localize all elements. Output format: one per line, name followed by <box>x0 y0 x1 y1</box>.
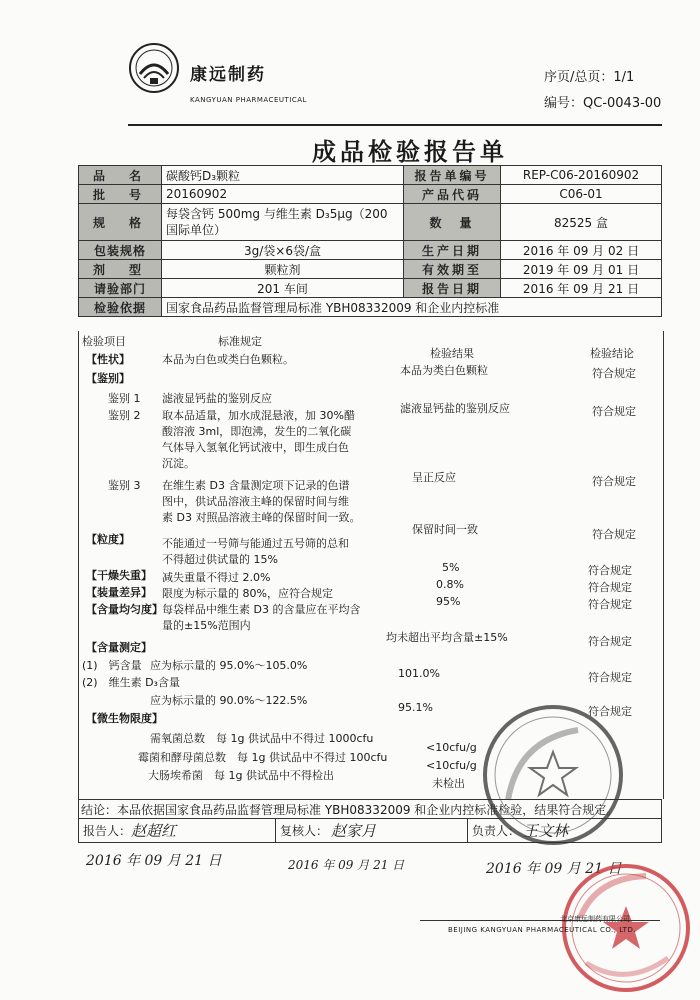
page-number: 序页/总页：1/1 <box>544 70 635 85</box>
dry-label: 【干燥失重】 <box>86 569 152 582</box>
id2-standard: 取本品适量，加水成混悬液，加 30%醋 酸溶液 3ml，即泡沸，发生的二氧化碳 气体导入氢氧化钙试液中，即生成白色 沉淀。 <box>162 409 355 470</box>
fill-label: 【装量差异】 <box>86 586 152 599</box>
ca-standard: 应为标示量的 95.0%～105.0% <box>150 659 308 672</box>
qty-value: 82525 盒 <box>501 204 662 241</box>
expiry-label: 有效期至 <box>404 260 501 279</box>
reviewer-signature: 赵家月 <box>331 822 377 840</box>
col-header-result: 检验结果 <box>430 347 474 360</box>
micro2-result: <10cfu/g <box>426 759 477 772</box>
company-seal-stamp <box>478 700 628 850</box>
product-label: 品 名 <box>79 166 162 185</box>
company-name-en: KANGYUAN PHARMACEUTICAL <box>190 96 307 104</box>
dry-standard: 减失重量不得过 2.0% <box>162 571 271 584</box>
product-value: 碳酸钙D₃颗粒 <box>162 166 404 185</box>
footer-company-cn: 北京康远制药有限公司 <box>560 915 630 923</box>
fill-conclusion: 符合规定 <box>588 598 632 611</box>
vd-standard: 应为标示量的 90.0%～122.5% <box>150 694 308 707</box>
dept-value: 201 车间 <box>162 279 404 298</box>
reporter-label: 报告人： <box>83 824 132 838</box>
dry-conclusion: 符合规定 <box>588 581 632 594</box>
assay-label: 【含量测定】 <box>86 641 152 654</box>
uni-result: 均未超出平均含量±15% <box>386 631 508 644</box>
size-conclusion: 符合规定 <box>588 564 632 577</box>
id3-standard: 在维生素 D3 含量测定项下记录的色谱 图中，供试品溶液主峰的保留时间与维 素 D3 对照品溶液主峰的保留时间一致。 <box>162 479 361 524</box>
uni-label: 【含量均匀度】 <box>86 603 163 616</box>
col-header-item: 检验项目 <box>82 335 126 348</box>
reviewer-label: 复核人： <box>275 819 328 843</box>
micro1-standard: 需氧菌总数 每 1g 供试品中不得过 1000cfu <box>150 732 374 745</box>
ca-result: 101.0% <box>398 667 440 680</box>
id1-conclusion: 符合规定 <box>592 405 636 418</box>
reporter-signature: 赵超红 <box>131 822 177 840</box>
basis-label: 检验依据 <box>79 298 162 317</box>
manager-signature: 王文林 <box>523 822 569 840</box>
uni-conclusion: 符合规定 <box>588 635 632 648</box>
prod-date-label: 生产日期 <box>404 241 501 260</box>
conclusion-row: 结论：本品依据国家食品药品监督管理局标准 YBH08332009 和企业内控标准检验，结果符合规定。 <box>78 799 662 819</box>
col-header-standard: 标准规定 <box>218 335 262 348</box>
footer-company-en: BEIJING KANGYUAN PHARMACEUTICAL CO., LTD. <box>448 926 637 934</box>
expiry-value: 2019 年 09 月 01 日 <box>501 260 662 279</box>
id1-standard: 滤液显钙盐的鉴别反应 <box>162 392 272 405</box>
size-label: 【粒度】 <box>86 533 130 546</box>
header-divider <box>128 124 662 126</box>
micro3-result: 未检出 <box>432 777 465 790</box>
dept-label: 请验部门 <box>79 279 162 298</box>
reporter-date: 2016 年 09 月 21 日 <box>86 853 222 869</box>
micro2-standard: 霉菌和酵母菌总数 每 1g 供试品中不得过 100cfu <box>138 751 388 764</box>
fill-result: 95% <box>436 595 461 608</box>
char-label: 【性状】 <box>86 353 130 366</box>
id2-label: 鉴别 2 <box>108 409 141 422</box>
id3-conclusion: 符合规定 <box>592 528 636 541</box>
page-title: 成品检验报告单 <box>312 138 508 166</box>
id3-result: 保留时间一致 <box>412 523 478 536</box>
batch-label: 批 号 <box>79 185 162 204</box>
spec-label: 规 格 <box>79 204 162 241</box>
batch-value: 20160902 <box>162 185 404 204</box>
vd-label: (2) 维生素 D₃含量 <box>82 676 180 689</box>
id1-label: 鉴别 1 <box>108 392 141 405</box>
uni-standard: 每袋样品中维生素 D3 的含量应在平均含 量的±15%范围内 <box>162 603 361 632</box>
report-date-label: 报告日期 <box>404 279 501 298</box>
pack-value: 3g/袋×6袋/盒 <box>162 241 404 260</box>
report-date-value: 2016 年 09 月 21 日 <box>501 279 662 298</box>
prod-date-value: 2016 年 09 月 02 日 <box>501 241 662 260</box>
form-value: 颗粒剂 <box>162 260 404 279</box>
company-logo <box>128 42 180 94</box>
report-no-label: 报告单编号 <box>404 166 501 185</box>
spec-value: 每袋含钙 500mg 与维生素 D₃5μg（200 国际单位） <box>162 204 404 241</box>
document-number: 编号：QC-0043-00 <box>544 96 662 111</box>
id3-label: 鉴别 3 <box>108 479 141 492</box>
fill-standard: 限度为标示量的 80%，应符合规定 <box>162 587 333 600</box>
code-value: C06-01 <box>501 185 662 204</box>
col-header-conclusion: 检验结论 <box>590 347 634 360</box>
manager-label: 负责人： <box>467 819 520 843</box>
char-standard: 本品为白色或类白色颗粒。 <box>162 353 294 366</box>
size-result: 5% <box>442 561 460 574</box>
product-info-table <box>78 165 662 317</box>
ca-conclusion: 符合规定 <box>588 671 632 684</box>
company-name-cn: 康远制药 <box>190 65 266 85</box>
dry-result: 0.8% <box>436 578 464 591</box>
id1-result: 滤液显钙盐的鉴别反应 <box>400 402 510 415</box>
char-conclusion: 符合规定 <box>592 367 636 380</box>
pack-label: 包装规格 <box>79 241 162 260</box>
report-no-value: REP-C06-20160902 <box>501 166 662 185</box>
id2-conclusion: 符合规定 <box>592 475 636 488</box>
char-result: 本品为类白色颗粒 <box>400 364 488 377</box>
vd-result: 95.1% <box>398 701 433 714</box>
manager-date: 2016 年 09 月 21 日 <box>486 861 622 877</box>
id-label: 【鉴别】 <box>86 372 130 385</box>
micro3-standard: 大肠埃希菌 每 1g 供试品中不得检出 <box>148 769 334 782</box>
size-standard: 不能通过一号筛与能通过五号筛的总和 不得超过供试量的 15% <box>162 537 349 566</box>
id2-result: 呈正反应 <box>412 471 456 484</box>
ca-label: (1) 钙含量 <box>82 659 142 672</box>
form-label: 剂 型 <box>79 260 162 279</box>
reviewer-date: 2016 年 09 月 21 日 <box>288 858 405 872</box>
code-label: 产品代码 <box>404 185 501 204</box>
micro1-result: <10cfu/g <box>426 741 477 754</box>
qty-label: 数 量 <box>404 204 501 241</box>
micro-label: 【微生物限度】 <box>86 712 163 725</box>
basis-value: 国家食品药品监督管理局标准 YBH08332009 和企业内控标准 <box>162 298 662 317</box>
vd-conclusion: 符合规定 <box>588 705 632 718</box>
